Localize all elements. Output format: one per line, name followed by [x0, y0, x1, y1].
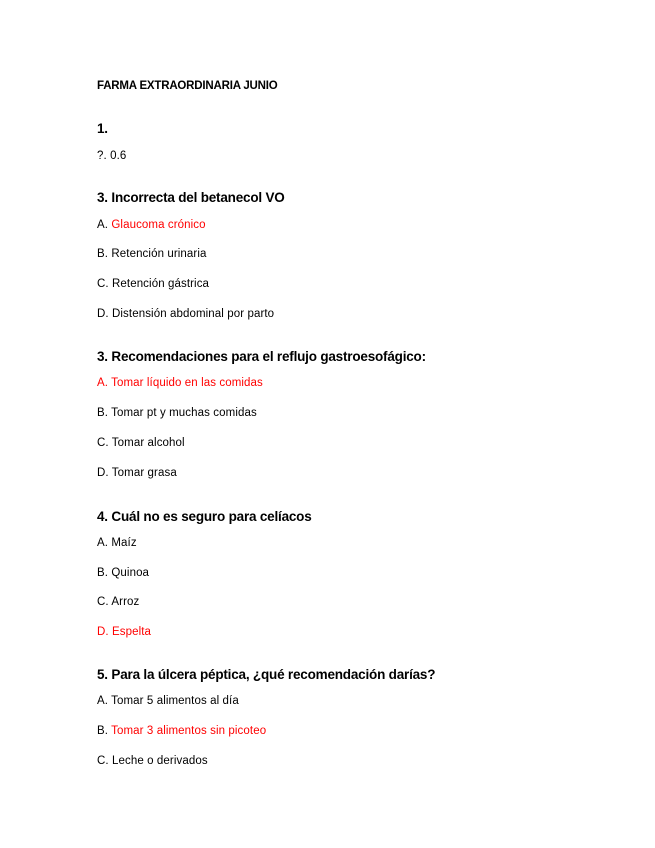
option-prefix: ?.: [97, 150, 111, 162]
option-prefix: B.: [97, 567, 112, 579]
question-4-option-b: [97, 567, 149, 579]
question-2-option-a: [97, 219, 206, 231]
option-text: Quinoa: [111, 567, 150, 579]
option-text: Tomar 5 alimentos al día: [111, 695, 239, 707]
question-3-option-b: [97, 407, 257, 419]
option-text-correct: Espelta: [112, 626, 152, 638]
option-text-correct: Tomar líquido en las comidas: [111, 377, 263, 389]
option-text-correct: Tomar 3 alimentos sin picoteo: [111, 725, 267, 737]
question-1-title: 1.: [97, 121, 108, 136]
question-4-option-c: [97, 596, 139, 608]
option-text: Arroz: [111, 596, 140, 608]
question-2-option-d: [97, 308, 274, 320]
question-3-option-c: [97, 437, 185, 449]
option-prefix: A.: [97, 537, 112, 549]
option-prefix: C.: [97, 755, 112, 767]
option-text: Distensión abdominal por parto: [112, 308, 275, 320]
option-prefix-correct: A.: [97, 377, 112, 389]
option-prefix: C.: [97, 278, 112, 290]
question-3-title: 3. Recomendaciones para el reflujo gastroesofágico:: [97, 349, 426, 364]
option-prefix: B.: [97, 248, 112, 260]
question-3-option-a: [97, 377, 263, 389]
question-4-option-a: [97, 537, 137, 549]
question-4-option-d: [97, 626, 151, 638]
option-text: Maíz: [111, 537, 137, 549]
question-5-option-a: [97, 695, 239, 707]
option-text: Leche o derivados: [112, 755, 208, 767]
question-3-option-d: [97, 467, 177, 479]
option-text: Retención urinaria: [111, 248, 207, 260]
question-2-option-b: [97, 248, 207, 260]
option-prefix: B.: [97, 725, 112, 737]
option-text: Tomar grasa: [111, 467, 177, 479]
option-prefix: D.: [97, 467, 112, 479]
option-text: Tomar alcohol: [111, 437, 185, 449]
option-prefix: A.: [97, 695, 112, 707]
option-text-correct: Glaucoma crónico: [111, 219, 206, 231]
question-5-option-b: [97, 725, 266, 737]
question-2-title: 3. Incorrecta del betanecol VO: [97, 190, 285, 205]
question-5-option-c: [97, 755, 208, 767]
option-prefix: B.: [97, 407, 112, 419]
question-2-option-c: [97, 278, 209, 290]
document-title: FARMA EXTRAORDINARIA JUNIO: [97, 80, 278, 92]
option-prefix-correct: D.: [97, 626, 112, 638]
option-prefix: D.: [97, 308, 112, 320]
option-text: Tomar pt y muchas comidas: [111, 407, 257, 419]
option-prefix: A.: [97, 219, 112, 231]
question-1-option-1: [97, 150, 126, 162]
option-text: Retención gástrica: [112, 278, 210, 290]
option-text: 0.6: [110, 150, 127, 162]
question-5-title: 5. Para la úlcera péptica, ¿qué recomendación darías?: [97, 667, 436, 682]
option-prefix: C.: [97, 596, 112, 608]
option-prefix: C.: [97, 437, 112, 449]
question-4-title: 4. Cuál no es seguro para celíacos: [97, 509, 312, 524]
